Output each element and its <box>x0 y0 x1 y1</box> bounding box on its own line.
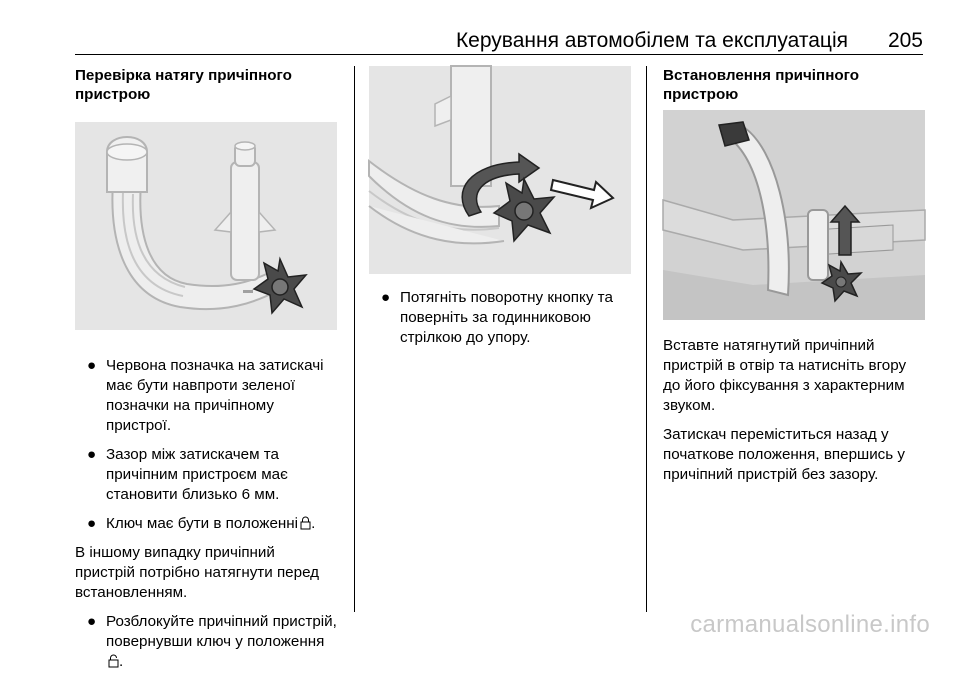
section-heading-check: Перевірка натягу причіпного пристрою <box>75 67 292 103</box>
install-illustration <box>663 110 925 320</box>
figure-hitch-tension <box>75 122 337 330</box>
check-bullet-list <box>75 356 337 536</box>
list-item: ● Ключ має бути в положенні . <box>75 514 337 536</box>
figure-install <box>663 110 925 320</box>
column-2 <box>369 66 631 357</box>
watermark: carmanualsonline.info <box>690 611 930 638</box>
rotary-knob-illustration <box>369 66 631 274</box>
paragraph-insert: Вставте натягнутий причіпний пристрій в отвір та натисніть вгору до його фіксування з характерним звуком. <box>663 337 907 414</box>
lock-closed-icon <box>300 516 311 536</box>
header-rule <box>75 54 923 55</box>
section-heading-install: Встановлення причіпного пристрою <box>663 67 860 103</box>
knob-bullet-list <box>369 288 631 348</box>
unlock-bullet-list <box>75 612 337 674</box>
list-item: ● Зазор між затискачем та причіпним пристроєм має становити близько 6 мм. <box>87 446 288 503</box>
paragraph-otherwise: В іншому випадку причіпний пристрій потрібно натягнути перед встановленням. <box>75 544 320 601</box>
page-header <box>75 28 923 54</box>
hitch-tension-illustration <box>75 122 337 330</box>
paragraph-clamp: Затискач переміститься назад у початкове положення, впершись у причіпний пристрій без зазору. <box>663 426 906 483</box>
column-1 <box>75 66 337 683</box>
column-divider-2 <box>646 66 647 612</box>
page-number: 205 <box>887 29 923 52</box>
list-item: ● Червона позначка на затискачі має бути навпроти зеленої позначки на причіпному пристрої. <box>87 357 324 434</box>
figure-rotary-knob <box>369 66 631 274</box>
list-item: ● Потягніть поворотну кнопку та поверніть за годинниковою стрілкою до упору. <box>381 289 613 346</box>
column-divider-1 <box>354 66 355 612</box>
list-item: ● Розблокуйте причіпний пристрій, повернувши ключ у положення . <box>75 612 337 674</box>
lock-open-icon <box>108 654 119 674</box>
header-title: Керування автомобілем та експлуатація <box>455 29 848 52</box>
column-3 <box>663 66 925 494</box>
